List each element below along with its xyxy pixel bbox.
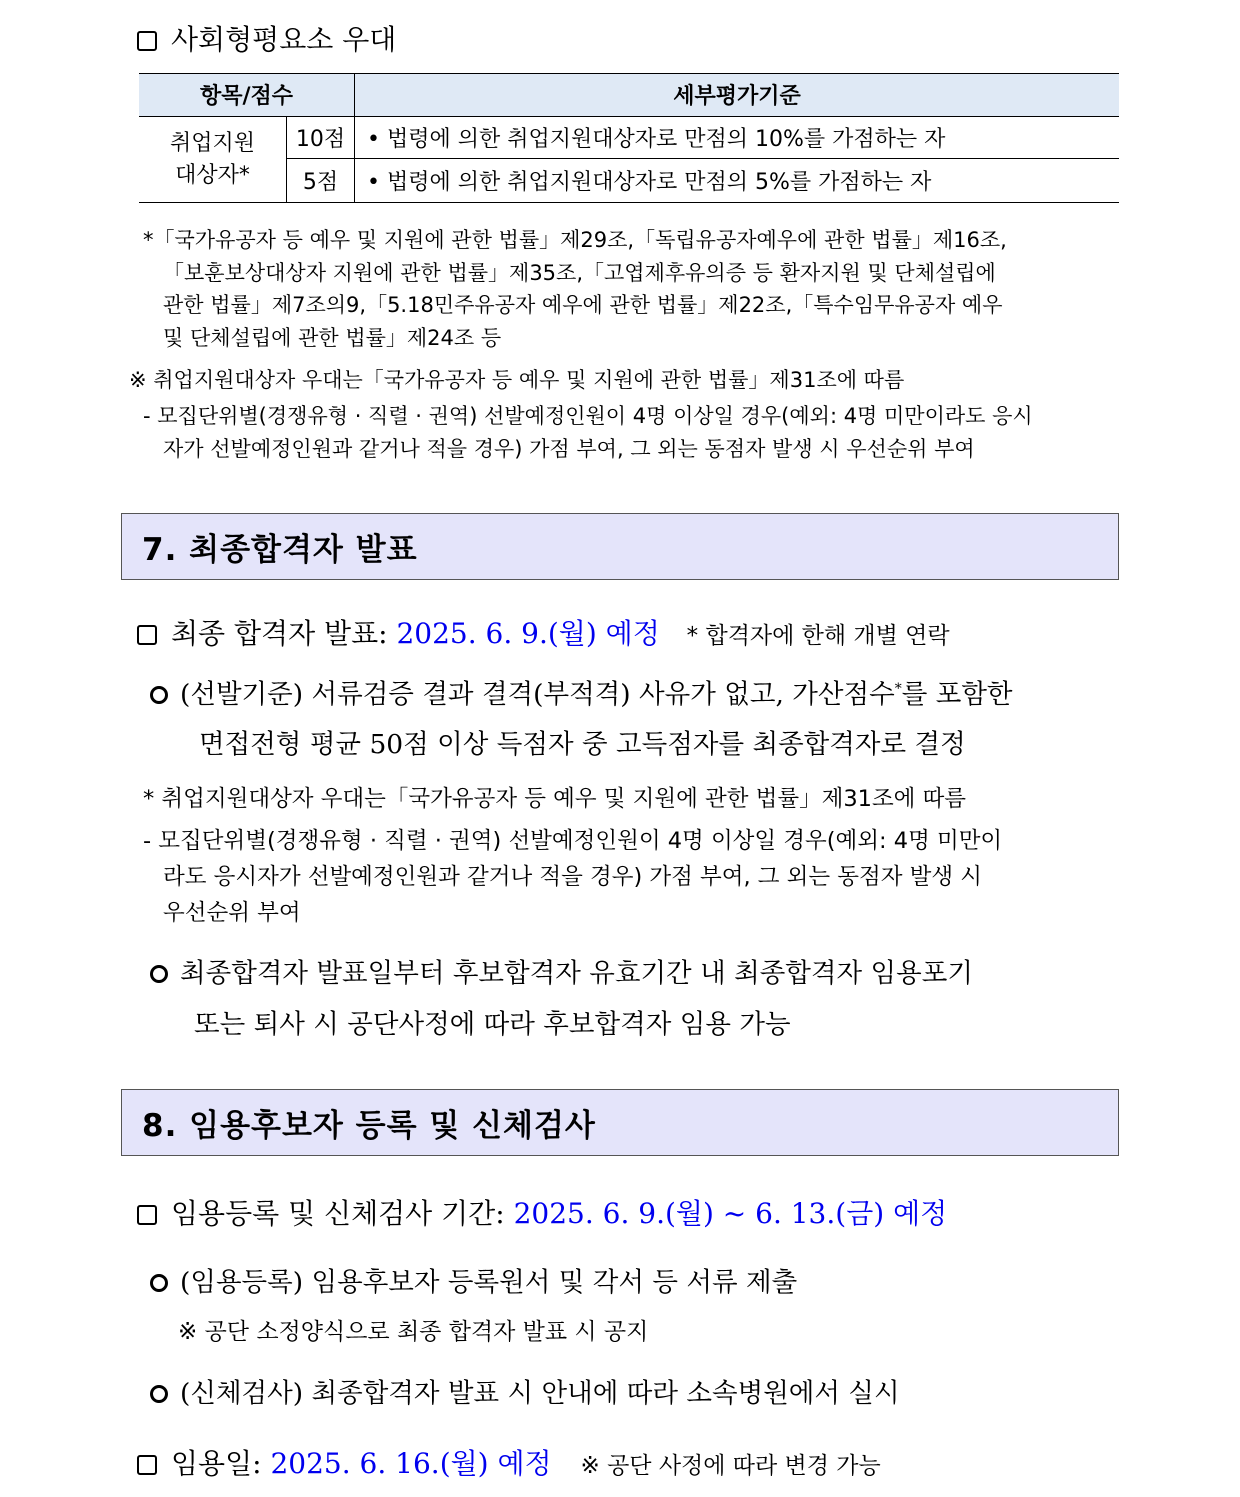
appointment-date: 2025. 6. 16.(월) 예정 bbox=[270, 1447, 552, 1480]
checkbox-square-icon bbox=[137, 625, 157, 645]
circle-bullet-icon bbox=[150, 965, 168, 983]
social-section-title: 사회형평요소 우대 bbox=[137, 18, 396, 58]
table-criteria: • 법령에 의한 취업지원대상자로 만점의 5%를 가점하는 자 bbox=[367, 170, 932, 195]
table-category: 취업지원 대상자* bbox=[169, 131, 255, 188]
checkbox-square-icon bbox=[137, 31, 157, 51]
section-7-heading: 7. 최종합격자 발표 bbox=[121, 513, 1119, 580]
selection-criteria: (선발기준) 서류검증 결과 결격(부적격) 사유가 없고, 가산점수*를 포함한 bbox=[150, 672, 1013, 711]
dash-note: - 모집단위별(경쟁유형 · 직렬 · 권역) 선발예정인원이 4명 이상일 경우(예외: 4명 미만이라도 응시 자가 선발예정인원과 같거나 적을 경우) 가점 부여, 그 외는 동점자 발생 시 우선순위 부여 bbox=[143, 404, 1033, 461]
circle-bullet-icon bbox=[150, 1385, 168, 1403]
announcement-date: 2025. 6. 9.(월) 예정 bbox=[396, 617, 660, 650]
employment-support-note: ※ 취업지원대상자 우대는「국가유공자 등 예우 및 지원에 관한 법률」제31조에 따름 bbox=[129, 368, 905, 392]
table-criteria: • 법령에 의한 취업지원대상자로 만점의 10%를 가점하는 자 bbox=[367, 127, 946, 152]
checkbox-square-icon bbox=[137, 1205, 157, 1225]
appointment-line: 임용일: 2025. 6. 16.(월) 예정 ※ 공단 사정에 따라 변경 가능 bbox=[137, 1442, 881, 1482]
table-header-item-score: 항목/점수 bbox=[199, 84, 294, 109]
circle-bullet-icon bbox=[150, 686, 168, 704]
footnote-laws: *「국가유공자 등 예우 및 지원에 관한 법률」제29조,「독립유공자예우에 관한 법률」제16조, 「보훈보상대상자 지원에 관한 법률」제35조,「고엽제후유의증 등 환자지원 및 단체설립에 관한 법률」제7조의9,「5.18민주유공자 예우에 관한 법률」제22조,「특수임무유공자 예우 및 단체설립에 관한 법률」제24조 등 bbox=[143, 228, 1007, 350]
table-score: 5점 bbox=[302, 170, 339, 195]
candidate-note-cont: 또는 퇴사 시 공단사정에 따라 후보합격자 임용 가능 bbox=[194, 1009, 791, 1040]
registration-period-line: 임용등록 및 신체검사 기간: 2025. 6. 9.(월) ~ 6. 13.(금) 예정 bbox=[137, 1192, 947, 1232]
registration-note: ※ 공단 소정양식으로 최종 합격자 발표 시 공지 bbox=[178, 1319, 649, 1345]
preference-table bbox=[139, 73, 1119, 203]
dash-note: - 모집단위별(경쟁유형 · 직렬 · 권역) 선발예정인원이 4명 이상일 경우(예외: 4명 미만이 라도 응시자가 선발예정인원과 같거나 적을 경우) 가점 부여, 그 외는 동점자 발생 시 우선순위 부여 bbox=[143, 828, 1003, 926]
registration-period-date: 2025. 6. 9.(월) ~ 6. 13.(금) 예정 bbox=[513, 1197, 948, 1230]
star-note: * 취업지원대상자 우대는「국가유공자 등 예우 및 지원에 관한 법률」제31조에 따름 bbox=[143, 786, 967, 812]
appointment-note: ※ 공단 사정에 따라 변경 가능 bbox=[580, 1453, 881, 1479]
announcement-line: 최종 합격자 발표: 2025. 6. 9.(월) 예정 * 합격자에 한해 개별 연락 bbox=[137, 612, 950, 652]
registration-item: (임용등록) 임용후보자 등록원서 및 각서 등 서류 제출 bbox=[150, 1260, 797, 1299]
table-header-criteria: 세부평가기준 bbox=[673, 84, 801, 109]
checkbox-square-icon bbox=[137, 1455, 157, 1475]
medical-item: (신체검사) 최종합격자 발표 시 안내에 따라 소속병원에서 실시 bbox=[150, 1371, 900, 1410]
table-score: 10점 bbox=[295, 127, 346, 152]
selection-criteria-cont: 면접전형 평균 50점 이상 득점자 중 고득점자를 최종합격자로 결정 bbox=[199, 729, 966, 760]
candidate-note: 최종합격자 발표일부터 후보합격자 유효기간 내 최종합격자 임용포기 bbox=[150, 951, 973, 990]
section-8-heading: 8. 임용후보자 등록 및 신체검사 bbox=[121, 1089, 1119, 1156]
circle-bullet-icon bbox=[150, 1274, 168, 1292]
announcement-note: * 합격자에 한해 개별 연락 bbox=[686, 623, 950, 649]
